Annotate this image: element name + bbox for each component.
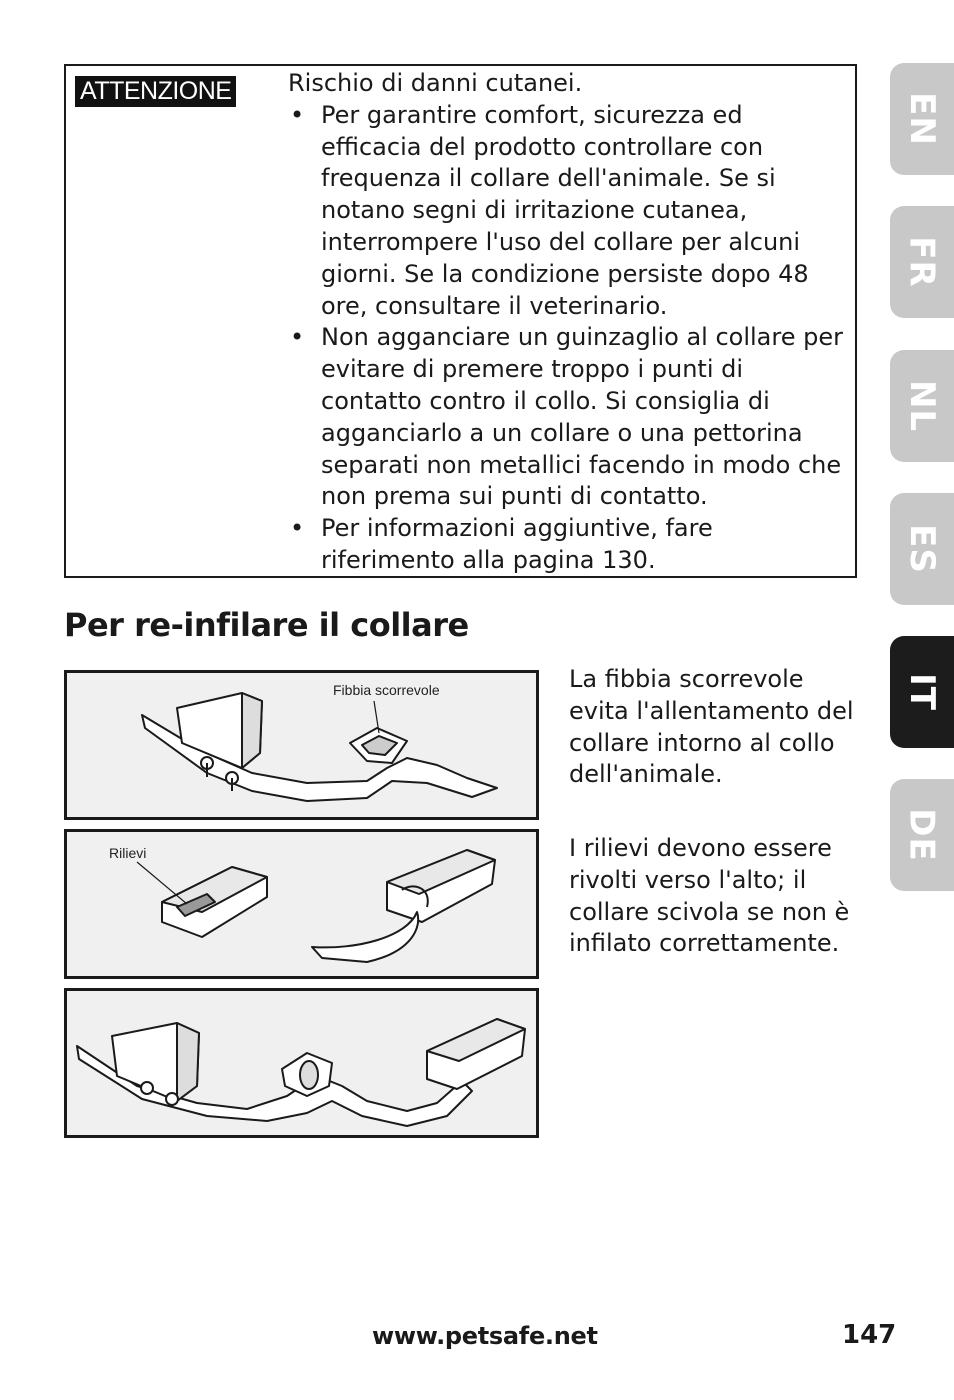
- tab-label: EN: [902, 92, 942, 146]
- tab-it[interactable]: [890, 636, 954, 748]
- warning-bullet: • Per informazioni aggiuntive, fare riferimento alla pagina 130.: [288, 513, 848, 577]
- figure-threaded-collar: [64, 988, 539, 1138]
- collar-buckle-illustration: [67, 673, 537, 818]
- warning-box: [64, 64, 857, 578]
- ridges-callout-label: Rilievi: [109, 845, 147, 861]
- warning-text: [288, 68, 848, 577]
- tab-nl[interactable]: [890, 350, 954, 462]
- warning-intro: Rischio di danni cutanei.: [288, 69, 583, 97]
- threaded-collar-illustration: [67, 991, 537, 1136]
- tab-label: ES: [902, 524, 942, 574]
- page-number: 147: [842, 1320, 897, 1350]
- figure-ridges: [64, 829, 539, 979]
- tab-label: NL: [902, 379, 942, 433]
- tab-label: DE: [901, 808, 942, 862]
- tab-fr[interactable]: [890, 206, 954, 318]
- tab-es[interactable]: [890, 493, 954, 605]
- ridges-description: I rilievi devono essere rivolti verso l'alto; il collare scivola se non è infilato correttamente.: [569, 834, 850, 958]
- warning-bullet: • Per garantire comfort, sicurezza ed efficacia del prodotto controllare con frequenza il collare dell'animale. Se si notano segni di irritazione cutanea, interrompere l'uso del collare per alcuni giorni. Se la condizione persiste dopo 48 ore, consultare il veterinario.: [288, 100, 848, 323]
- warning-list: [288, 100, 848, 577]
- tab-en[interactable]: [890, 63, 954, 175]
- buckle-description: La fibbia scorrevole evita l'allentamento del collare intorno al collo dell'animale.: [569, 665, 854, 789]
- figure-sliding-buckle: [64, 670, 539, 820]
- tab-label: IT: [902, 673, 942, 711]
- buckle-callout-label: Fibbia scorrevole: [333, 682, 440, 698]
- section-title: Per re-infilare il collare: [64, 606, 469, 644]
- warning-label: ATTENZIONE: [75, 76, 236, 107]
- tab-de[interactable]: [890, 779, 954, 891]
- tab-label: FR: [902, 236, 942, 288]
- footer-url[interactable]: www.petsafe.net: [372, 1322, 598, 1350]
- warning-bullet: • Non agganciare un guinzaglio al collare per evitare di premere troppo i punti di contatto contro il collo. Si consiglia di agganciarlo a un collare o una pettorina separati non metallici facendo in modo che non prema sui punti di contatto.: [288, 322, 848, 513]
